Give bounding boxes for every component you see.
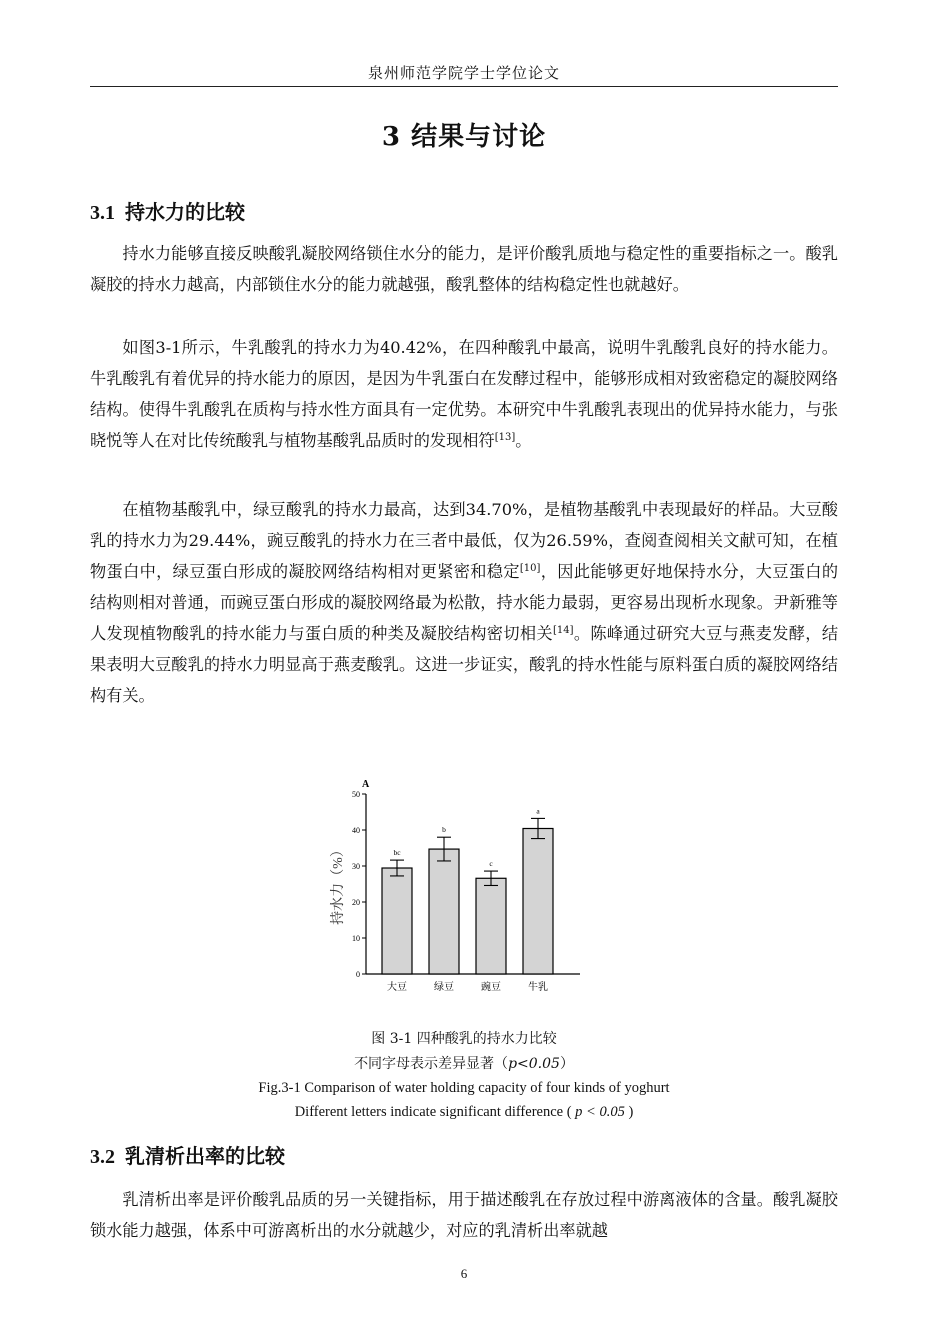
paragraph-2-end: 。 [515,431,532,450]
note-cn-prefix: 不同字母表示差异显著（ [354,1056,509,1072]
paragraph-2-text: 如图3-1所示，牛乳酸乳的持水力为40.42%，在四种酸乳中最高，说明牛乳酸乳良好的持水能力。牛乳酸乳有着优异的持水能力的原因，是因为牛乳蛋白在发酵过程中，能够形成相对致密稳定的凝胶网络结构。使得牛乳酸乳在质构与持水性方面具有一定优势。本研究中牛乳酸乳表现出的优异持水能力，与张晓悦等人在对比传统酸乳与植物基酸乳品质时的发现相符 [90,338,838,450]
figure-3-1 [320,770,600,1010]
paragraph-3-b: ，因此能够更好地保持水分，大豆蛋白的结构则相对普通，而豌豆蛋白形成的凝胶网络最为松散，持水能力最弱，更容易出现析水现象。尹新雅等人发现植物酸乳的持水能力与蛋白质的种类及凝胶结构密切相关 [90,562,839,643]
note-en-p: p < 0.05 [575,1104,625,1120]
section-title-text: 乳清析出率的比较 [125,1144,285,1168]
y-tick-label: 20 [352,898,360,907]
paragraph-3-a: 在植物基酸乳中，绿豆酸乳的持水力最高，达到34.70%，是植物基酸乳中表现最好的样品。大豆酸乳的持水力为29.44%，豌豆酸乳的持水力在三者中最低，仅为26.59%，查阅查阅相关文献可知，在植物蛋白中，绿豆蛋白形成的凝胶网络结构相对更紧密和稳定 [90,500,838,581]
bar [382,868,412,974]
figure-note-cn [90,1053,838,1073]
y-tick-label: 10 [352,934,360,943]
note-en-suffix: ) [624,1104,634,1120]
paragraph-3-c: 。陈峰通过研究大豆与燕麦发酵，结果表明大豆酸乳的持水力明显高于燕麦酸乳。这进一步证实，酸乳的持水性能与原料蛋白质的凝胶网络结构有关。 [90,624,839,705]
x-tick-label: 大豆 [387,982,407,993]
chapter-title: 3 结果与讨论 [381,122,547,152]
citation-14: [14] [552,625,574,636]
note-cn-suffix: ） [559,1056,574,1072]
figure-note-en [90,1104,838,1121]
figure-caption-cn: 图 3-1 四种酸乳的持水力比较 [371,1031,557,1047]
y-tick-label: 40 [352,826,360,835]
y-tick-label: 30 [352,862,360,871]
paragraph-3 [90,494,838,711]
citation-13: [13] [494,432,516,443]
x-tick-label: 豌豆 [481,982,501,993]
section-number: 3.2 [90,1146,115,1168]
citation-10: [10] [519,563,541,574]
bar-chart [320,770,600,1010]
y-axis-label: 持水力（%） [331,843,346,925]
bar [429,849,459,974]
figure-caption-en: Fig.3-1 Comparison of water holding capacity of four kinds of yoghurt [258,1080,670,1096]
significance-letter: bc [393,848,401,858]
paragraph-2 [90,332,838,456]
significance-letter: c [489,859,493,869]
y-tick-label: 50 [352,790,360,799]
significance-letter: a [536,806,540,816]
panel-label: A [362,779,370,790]
page-number: 6 [460,1266,468,1281]
bar [523,828,553,974]
note-en-prefix: Different letters indicate significant difference ( [294,1104,576,1120]
x-tick-label: 牛乳 [528,982,548,993]
paragraph-4: 乳清析出率是评价酸乳品质的另一关键指标，用于描述酸乳在存放过程中游离液体的含量。酸乳凝胶锁水能力越强，体系中可游离析出的水分就越少，对应的乳清析出率就越 [90,1190,838,1240]
y-tick-label: 0 [356,970,360,979]
paragraph-1: 持水力能够直接反映酸乳凝胶网络锁住水分的能力，是评价酸乳质地与稳定性的重要指标之一。酸乳凝胶的持水力越高，内部锁住水分的能力就越强，酸乳整体的结构稳定性也就越好。 [90,244,838,294]
running-header: 泉州师范学院学士学位论文 [367,64,560,82]
bar [476,878,506,974]
x-tick-label: 绿豆 [434,982,454,993]
section-title-text: 持水力的比较 [125,200,245,224]
significance-letter: b [442,825,446,835]
header-rule [90,86,838,87]
section-heading-3-1 [90,196,245,225]
section-heading-3-2 [90,1140,285,1169]
note-cn-p: p<0.05 [508,1056,560,1072]
section-number: 3.1 [90,202,115,224]
